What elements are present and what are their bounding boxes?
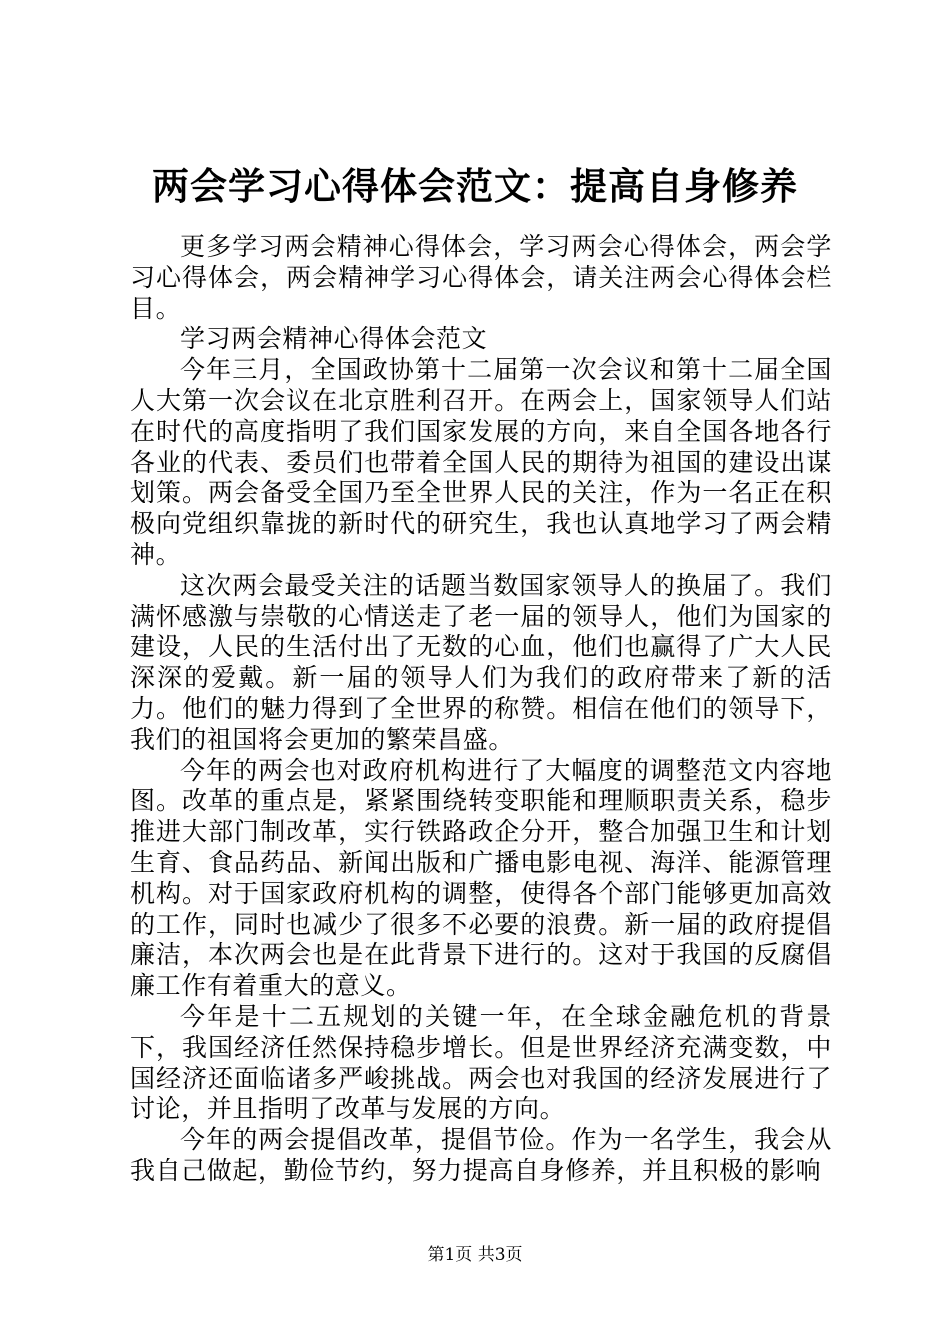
paragraph: 今年的两会也对政府机构进行了大幅度的调整范文内容地图。改革的重点是，紧紧围绕转变职能和理顺职责关系，稳步推进大部门制改革，实行铁路政企分开，整合加强卫生和计划生育、食品药品、新闻出版和广播电影电视、海洋、能源管理机构。对于国家政府机构的调整，使得各个部门能够更加高效的工作，同时也减少了很多不必要的浪费。新一届的政府提倡廉洁，本次两会也是在此背景下进行的。这对于我国的反腐倡廉工作有着重大的意义。: [130, 755, 832, 1001]
page-number-footer: 第1页 共3页: [427, 1245, 523, 1265]
document-title: 两会学习心得体会范文：提高自身修养: [152, 164, 798, 208]
document-body: [130, 232, 832, 1187]
paragraph: 这次两会最受关注的话题当数国家领导人的换届了。我们满怀感激与崇敬的心情送走了老一届的领导人，他们为国家的建设，人民的生活付出了无数的心血，他们也赢得了广大人民深深的爱戴。新一届的领导人们为我们的政府带来了新的活力。他们的魅力得到了全世界的称赞。相信在他们的领导下，我们的祖国将会更加的繁荣昌盛。: [130, 570, 832, 754]
paragraph: 今年的两会提倡改革，提倡节俭。作为一名学生，我会从我自己做起，勤俭节约，努力提高自身修养，并且积极的影响: [130, 1125, 832, 1185]
paragraph: 今年是十二五规划的关键一年，在全球金融危机的背景下，我国经济任然保持稳步增长。但是世界经济充满变数，中国经济还面临诸多严峻挑战。两会也对我国的经济发展进行了讨论，并且指明了改革与发展的方向。: [130, 1001, 832, 1124]
paragraph-subheading: 学习两会精神心得体会范文: [180, 324, 488, 354]
paragraph-intro: 更多学习两会精神心得体会，学习两会心得体会，两会学习心得体会，两会精神学习心得体会，请关注两会心得体会栏目。: [130, 232, 832, 323]
paragraph: 今年三月，全国政协第十二届第一次会议和第十二届全国人大第一次会议在北京胜利召开。在两会上，国家领导人们站在时代的高度指明了我们国家发展的方向，来自全国各地各行各业的代表、委员们也带着全国人民的期待为祖国的建设出谋划策。两会备受全国乃至全世界人民的关注，作为一名正在积极向党组织靠拢的新时代的研究生，我也认真地学习了两会精神。: [130, 355, 832, 569]
